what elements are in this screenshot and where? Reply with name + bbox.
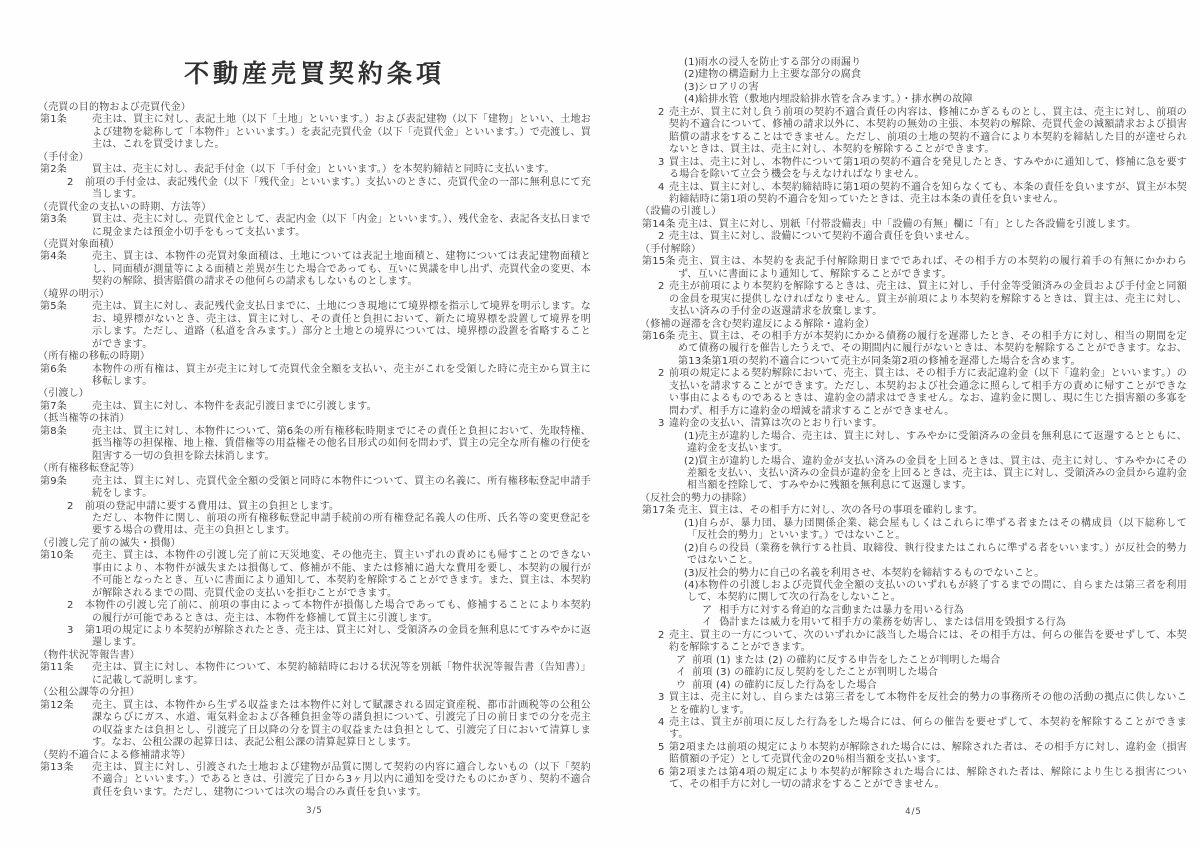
- block-text: （反社会的勢力の排除）: [640, 492, 753, 504]
- numbered-paragraph: [640, 742, 1187, 767]
- block-text: 売主は、買主が前項に反した行為をした場合には、何らの催告を要せずして、本契約を解除することができます。: [669, 717, 1187, 741]
- block-text: 売主が違約した場合、売主は、買主に対し、すみやかに受領済みの金員を無利息にて返還するとともに、違約金を支払います。: [687, 430, 1187, 455]
- block-text: （契約不適合による修補請求等）: [38, 749, 191, 761]
- block-label: 2: [658, 281, 665, 293]
- contract-page-3: [38, 0, 591, 848]
- block-label: ア: [676, 654, 687, 666]
- article-clause: [640, 219, 1187, 231]
- article-clause: [38, 401, 591, 413]
- block-text: （引渡し）: [38, 388, 89, 400]
- block-text: 本物件の引渡し完了前に、前項の事由によって本物件が損傷した場合であっても、修補することにより本契約の履行が可能であるときは、売主は、本物件を修補して買主に引渡します。: [85, 600, 591, 624]
- article-clause: [38, 214, 591, 239]
- numbered-paragraph: [640, 231, 1187, 243]
- block-label: 第13条: [40, 762, 74, 774]
- block-label: 6: [658, 766, 665, 778]
- block-label: 第8条: [40, 425, 67, 437]
- block-text: 買主は、売主に対し、自らまたは第三者をして本物件を反社会的勢力の事務所その他の活動の拠点に供しないことを確約します。: [669, 692, 1187, 716]
- page-number: 3/5: [306, 806, 323, 816]
- block-text: 反社会的勢力に自己の名義を利用させ、本契約を締結するものでないこと。: [698, 567, 1045, 579]
- numbered-paragraph: [640, 692, 1187, 717]
- block-label: 第3条: [40, 214, 67, 226]
- block-text: 第1項の規定により本契約が解除されたとき、売主は、買主に対し、受領済みの金員を無利息にてすみやかに返還します。: [85, 625, 591, 649]
- article-clause: [38, 476, 591, 501]
- block-label: 2: [658, 106, 665, 118]
- block-text: 売主は、買主に対し、表記残代金支払日までに、土地につき現地にて境界標を指示して境界を明示します。なお、境界標がないとき、売主は、買主に対し、その責任と負担において、新たに境界標を設置して境界を明示します。ただし、道路（私道を含みます。）部分と土地との境界については、境界標の設置を省略することができます。: [92, 301, 591, 350]
- block-label: (3): [684, 81, 699, 93]
- block-text: 前項の手付金は、表記残代金（以下「残代金」といいます。）支払いのときに、売買代金の一部に無利息にて充当します。: [85, 176, 591, 201]
- block-text: （売買の目的物および売買代金）: [38, 102, 191, 113]
- block-label: 3: [658, 418, 665, 430]
- block-label: 5: [658, 741, 665, 753]
- document-title: 不動産売買契約条項: [183, 59, 445, 88]
- numbered-paragraph: [640, 107, 1187, 157]
- block-text: 違約金の支払い、清算は次のとおり行います。: [669, 418, 883, 430]
- block-text: 前項 (4) の確約に反した行為をした場合: [692, 679, 877, 691]
- section-heading: [640, 206, 1187, 218]
- block-label: 3: [658, 156, 665, 168]
- block-label: (1): [684, 517, 699, 529]
- block-text: 前項の登記申請に要する費用は、買主の負担とします。: [85, 500, 340, 512]
- block-label: 第14条: [642, 218, 676, 230]
- block-label: 第5条: [40, 301, 67, 313]
- block-label: ウ: [676, 679, 687, 691]
- list-item: [640, 431, 1187, 456]
- sub-list-item: [640, 617, 1187, 629]
- block-text: 本物件の所有権は、買主が売主に対して売買代金全額を支払い、売主がこれを受領した時に売主から買主に移転します。: [92, 363, 591, 387]
- block-text: 売主は、買主に対し、表記土地（以下「土地」といいます。）および表記建物（以下「建物」といい、土地および建物を総称して「本物件」といいます。）を表記売買代金（以下「売買代金」といいます。）で売渡し、買主は、これを買受けました。: [92, 114, 591, 151]
- paragraph-continuation: [38, 513, 591, 538]
- numbered-paragraph: [640, 630, 1187, 655]
- numbered-paragraph: 3 第1項の規定により本契約が解除されたとき、売主は、買主に対し、受領済みの金員を無利息にてすみやかに返還します。: [67, 625, 591, 649]
- block-text: 相手方に対する脅迫的な言動または暴力を用いる行為: [719, 604, 965, 616]
- block-label: 第6条: [40, 363, 67, 375]
- block-text: 偽計または威力を用いて相手方の業務を妨害し、または信用を毀損する行為: [719, 617, 1067, 629]
- block-label: (2): [684, 455, 699, 467]
- section-heading: [38, 463, 591, 475]
- block-label: 第2条: [40, 164, 67, 176]
- numbered-paragraph: 2 前項の手付金は、表記残代金（以下「残代金」といいます。）支払いのときに、売買代金の一部に無利息にて充当します。: [67, 176, 591, 201]
- block-text: （引渡し完了前の滅失・損傷）: [38, 537, 181, 549]
- article-clause: [640, 505, 1187, 517]
- section-heading: [38, 289, 591, 301]
- numbered-paragraph: 2 本物件の引渡し完了前に、前項の事由によって本物件が損傷した場合であっても、修補することにより本契約の履行が可能であるときは、売主は、本物件を修補して買主に引渡します。: [67, 600, 591, 624]
- block-text: 売主は、買主に対し、売買代金全額の受領と同時に本物件について、買主の名義に、所有権移転登記申請手続をします。: [92, 475, 591, 500]
- list-item: [640, 57, 1187, 69]
- block-label: 第4条: [40, 251, 67, 263]
- block-text: （手付金）: [38, 151, 89, 163]
- block-text: 売主は、買主に対し、本物件を表記引渡日までに引渡します。: [92, 400, 377, 412]
- block-label: 4: [658, 717, 665, 729]
- block-label: 第9条: [40, 475, 67, 487]
- block-text: 前項の規定による契約解除において、売主、買主は、その相手方に表記違約金（以下「違約金」といいます。）の支払いを請求することができます。ただし、本契約および社会通念に照らして相手方の責めに帰すことができない事由によるものであるときは、違約金の請求はできません。なお、違約金に関し、現に生じた損害額の多寡を問わず、相手方に違約金の増減を請求することができません。: [669, 368, 1187, 417]
- block-text: （所有権の移転の時期）: [38, 351, 151, 363]
- article-clause: [640, 331, 1187, 368]
- section-heading: [38, 152, 591, 164]
- section-heading: [38, 351, 591, 363]
- block-label: イ: [702, 617, 713, 629]
- sub-list-item: [640, 680, 1187, 692]
- block-text: （売買代金の支払いの時期、方法等）: [38, 201, 212, 213]
- article-clause: [38, 164, 591, 176]
- section-heading: [38, 750, 591, 762]
- block-text: 売主、買主の一方について、次のいずれかに該当した場合には、その相手方は、何らの催告を要せずして、本契約を解除することができます。: [669, 629, 1187, 654]
- list-item: [640, 518, 1187, 543]
- page-3-content: [38, 102, 591, 799]
- section-heading: [38, 202, 591, 214]
- block-label: (4): [684, 580, 699, 592]
- block-text: 売主は、買主に対し、本物件について、本契約締結時における状況等を別紙「物件状況等報告書（告知書）」に記載して説明します。: [92, 662, 591, 686]
- article-clause: [38, 364, 591, 389]
- block-text: 前項 (3) の確約に反し契約をしたことが判明した場合: [692, 667, 939, 679]
- list-item: [640, 568, 1187, 580]
- block-label: 第16条: [642, 330, 676, 342]
- block-label: 2: [658, 368, 665, 380]
- section-heading: [38, 413, 591, 425]
- article-clause: [38, 762, 591, 799]
- block-label: 2: [658, 629, 665, 641]
- block-text: （物件状況等報告書）: [38, 649, 140, 661]
- block-text: 売主、買主は、本物件から生ずる収益または本物件に対して賦課される固定資産税、都市計画税等の公租公課ならびにガス、水道、電気料金および各種負担金等の諸負担について、引渡完了日の前日までの分を売主の収益または負担とし、引渡完了日以降の分を買主の収益または負担として、引渡完了日において清算します。なお、公租公課の起算日は、表記公租公課の清算起算日とします。: [92, 699, 591, 749]
- contract-page-4: [640, 0, 1187, 848]
- block-text: 建物の構造耐力上主要な部分の腐食: [698, 69, 862, 81]
- block-text: 売主は、買主に対し、別紙「付帯設備表」中「設備の有無」欄に「有」とした各設備を引渡します。: [678, 218, 1137, 230]
- block-label: 第15条: [642, 256, 676, 268]
- block-text: （設備の引渡し）: [640, 206, 722, 218]
- block-label: (1): [684, 57, 699, 68]
- article-clause: [38, 662, 591, 687]
- block-text: 売主は、買主に対し、引渡された土地および建物が品質に関して契約の内容に適合しないもの（以下「契約不適合」といいます。）であるときは、引渡完了日から3ヶ月以内に通知を受けたものにかぎり、契約不適合責任を負います。ただし、建物については次の場合のみ責任を負います。: [92, 762, 591, 798]
- block-text: 本物件の引渡しおよび売買代金全額の支払いのいずれもが終了するまでの間に、自らまたは第三者を利用して、本契約に関して次の行為をしないこと。: [687, 580, 1187, 604]
- numbered-paragraph: 2 前項の登記申請に要する費用は、買主の負担とします。: [67, 500, 340, 512]
- block-text: 買主は、売主に対し、売買代金として、表記内金（以下「内金」といいます。）、残代金を、表記各支払日までに現金または預金小切手をもって支払います。: [92, 214, 591, 238]
- page-4-content: [640, 0, 1187, 792]
- block-text: 給排水管（敷地内埋設給排水管を含みます。）・排水桝の故障: [698, 94, 973, 106]
- block-text: 買主は、売主に対し、表記手付金（以下「手付金」といいます。）を本契約締結と同時に支払います。: [92, 164, 555, 176]
- block-label: 第10条: [40, 550, 74, 562]
- block-text: 買主は、売主に対し、本物件について第1項の契約不適合を発見したとき、すみやかに通知して、修補に急を要する場合を除いて立会う機会を与えなければなりません。: [669, 156, 1187, 181]
- block-text: （抵当権等の抹消）: [38, 413, 130, 425]
- block-text: 売主は、買主に対し、本物件について、第6条の所有権移転時期までにその責任と負担において、先取特権、抵当権等の担保権、地上権、賃借権等の用益権その他名目形式の如何を問わず、買主の完全な所有権の行使を阻害する一切の負担を除去抹消します。: [92, 425, 591, 462]
- sub-list-item: [640, 667, 1187, 679]
- block-text: 自らの役員（業務を執行する社員、取締役、執行役またはこれらに準ずる者をいいます。）が反社会的勢力ではないこと。: [687, 542, 1187, 567]
- block-text: 売主、買主は、本契約を表記手付解除期日までであれば、その相手方の本契約の履行着手の有無にかかわらず、互いに書面により通知して、解除することができます。: [678, 256, 1187, 280]
- article-clause: [38, 550, 591, 600]
- block-label: 第7条: [40, 400, 67, 412]
- list-item: [640, 94, 1187, 106]
- article-clause: [38, 251, 591, 288]
- numbered-paragraph: [640, 157, 1187, 182]
- block-text: （修補の遅滞を含む契約違反による解除・違約金）: [640, 318, 875, 330]
- block-text: 売主が、買主に対し負う前項の契約不適合責任の内容は、修補にかぎるものとし、買主は、売主に対し、前項の契約不適合について、修補の請求以外に、本契約の無効の主張、本契約の解除、売買代金の減額請求および損害賠償の請求をすることはできません。ただし、前項の土地の契約不適合により本契約を締結した目的が達せられないときは、買主は、売主に対し、本契約を解除することができます。: [669, 106, 1187, 156]
- block-text: 雨水の浸入を防止する部分の雨漏り: [698, 57, 862, 68]
- numbered-paragraph: [640, 182, 1187, 207]
- block-label: (3): [684, 567, 699, 579]
- page-number: 4/5: [905, 807, 922, 817]
- block-text: 前項 (1) または (2) の確約に反する申告をしたことが判明した場合: [692, 654, 1001, 666]
- numbered-paragraph: [640, 717, 1187, 742]
- block-label: 第12条: [40, 699, 74, 711]
- block-label: 3: [658, 692, 665, 704]
- section-heading: [640, 244, 1187, 256]
- block-label: (2): [684, 542, 699, 554]
- block-text: 買主が違約した場合、違約金が支払い済みの金員を上回るときは、買主は、売主に対し、すみやかにその差額を支払い、支払い済みの金員が違約金を上回るときは、売主は、買主に対し、受領済みの金員から違約金相当額を控除して、すみやかに残額を無利息にて返還します。: [687, 455, 1187, 492]
- numbered-paragraph: [640, 767, 1187, 792]
- sub-list-item: [640, 655, 1187, 667]
- article-clause: [38, 426, 591, 463]
- section-heading: [38, 239, 591, 251]
- article-clause: [38, 114, 591, 151]
- block-label: 2: [658, 231, 665, 243]
- block-text: 売主は、買主に対し、設備について契約不適合責任を負いません。: [669, 231, 976, 243]
- article-clause: [640, 256, 1187, 281]
- block-text: シロアリの害: [698, 81, 759, 93]
- list-item: [640, 456, 1187, 493]
- section-heading: [640, 319, 1187, 331]
- block-text: 売主、買主は、その相手方が本契約にかかる債務の履行を遅滞したとき、その相手方に対し、相当の期間を定めて債務の履行を催告したうえで、その期間内に履行がないときは、本契約を解除することができます。なお、第13条第1項の契約不適合について売主が同条第2項の修補を遅滞した場合を含めます。: [678, 330, 1187, 367]
- section-heading: [38, 687, 591, 699]
- section-heading: [38, 102, 591, 114]
- list-item: [640, 69, 1187, 81]
- list-item: [640, 82, 1187, 94]
- block-text: 売主、買主は、本物件の売買対象面積は、土地については表記土地面積と、建物については表記建物面積とし、同面積が測量等による面積と差異が生じた場合であっても、互いに異議を申し出ず、売買代金の変更、本契約の解除、損害賠償の請求その他何らの請求もしないものとします。: [92, 251, 591, 288]
- section-heading: [38, 650, 591, 662]
- list-item: [640, 543, 1187, 568]
- block-text: 売主が前項により本契約を解除するときは、売主は、買主に対し、手付金等受領済みの金員および手付金と同額の金員を現実に提供しなければなりません。買主が前項により本契約を解除するときは、買主は、売主に対し、支払い済みの手付金の返還請求を放棄します。: [669, 281, 1187, 318]
- block-text: ただし、本物件に関し、前項の所有権移転登記申請手続前の所有権登記名義人の住所、氏名等の変更登記を要する場合の費用は、売主の負担とします。: [92, 512, 591, 537]
- block-label: 4: [658, 181, 665, 193]
- block-text: （公租公課等の分担）: [38, 687, 140, 699]
- block-text: （所有権移転登記等）: [38, 463, 140, 475]
- block-label: 第1条: [40, 114, 67, 126]
- numbered-paragraph: [640, 281, 1187, 318]
- block-label: イ: [676, 667, 687, 679]
- numbered-paragraph: [640, 418, 1187, 430]
- block-label: (1): [684, 430, 699, 442]
- block-text: （手付解除）: [640, 243, 702, 255]
- numbered-paragraph: [640, 368, 1187, 418]
- block-text: 売主、買主は、その相手方に対し、次の各号の事項を確約します。: [678, 505, 984, 517]
- block-text: 売主は、買主に対し、本契約締結時に第1項の契約不適合を知らなくても、本条の責任を負いますが、買主が本契約締結時に第1項の契約不適合を知っていたときは、売主は本条の責任を負いません。: [669, 181, 1187, 205]
- article-clause: [38, 700, 591, 750]
- sub-list-item: [640, 605, 1187, 617]
- block-text: 売主、買主は、本物件の引渡し完了前に天災地変、その他売主、買主いずれの責めにも帰すことのできない事由により、本物件が滅失または損傷して、修補が不能、または修補に過大な費用を要し、本契約の履行が不可能となったとき、互いに書面により通知して、本契約を解除することができます。また、買主は、本契約が解除されるまでの間、売買代金の支払いを拒むことができます。: [92, 550, 591, 599]
- block-text: （売買対象面積）: [38, 238, 120, 250]
- block-label: 第17条: [642, 505, 676, 517]
- block-label: (4): [684, 94, 699, 106]
- block-label: ア: [702, 604, 713, 616]
- block-label: 第11条: [40, 662, 74, 674]
- section-heading: [640, 493, 1187, 505]
- block-text: 第2項または前項の規定により本契約が解除された場合には、解除された者は、その相手方に対し、違約金（損害賠償額の予定）として売買代金の20％相当額を支払います。: [669, 741, 1187, 766]
- section-heading: [38, 538, 591, 550]
- block-text: 第2項または第4項の規定により本契約が解除された場合には、解除された者は、解除により生じる損害について、その相手方に対し一切の請求をすることができません。: [669, 766, 1187, 791]
- block-label: (2): [684, 69, 699, 81]
- block-text: （境界の明示）: [38, 288, 110, 300]
- list-item: [640, 580, 1187, 605]
- block-text: 自らが、暴力団、暴力団関係企業、総会屋もしくはこれらに準ずる者またはその構成員（以下総称して「反社会的勢力」といいます。）ではないこと。: [687, 517, 1187, 542]
- article-clause: [38, 301, 591, 351]
- section-heading: [38, 388, 591, 400]
